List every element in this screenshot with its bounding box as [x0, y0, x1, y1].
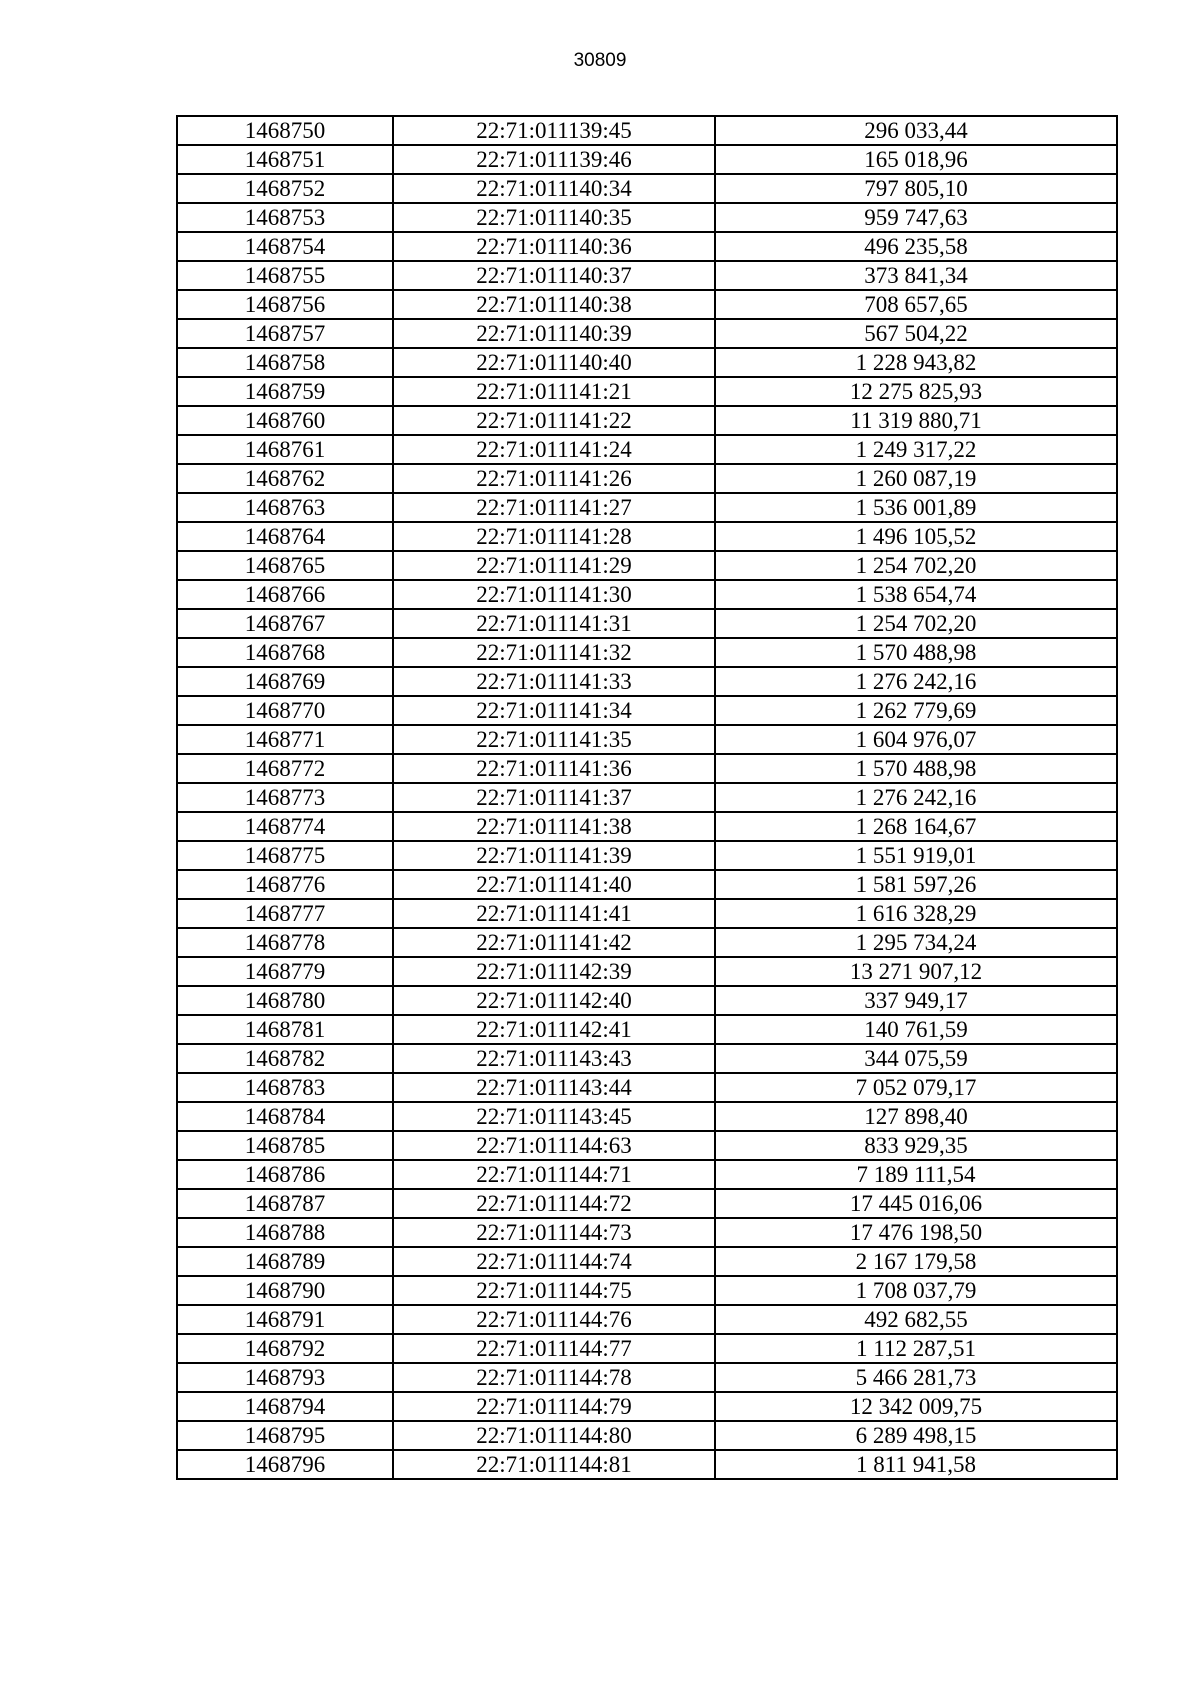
record-number-cell: 1468764 — [177, 522, 393, 551]
table-row — [177, 464, 1117, 493]
record-number-cell: 1468757 — [177, 319, 393, 348]
table-row — [177, 1392, 1117, 1421]
value-cell: 7 189 111,54 — [715, 1160, 1117, 1189]
cadastral-number-cell: 22:71:011143:43 — [393, 1044, 715, 1073]
value-cell: 11 319 880,71 — [715, 406, 1117, 435]
cadastral-number-cell: 22:71:011143:45 — [393, 1102, 715, 1131]
value-cell: 7 052 079,17 — [715, 1073, 1117, 1102]
value-cell: 296 033,44 — [715, 116, 1117, 145]
table-row — [177, 957, 1117, 986]
table-row — [177, 1015, 1117, 1044]
record-number-cell: 1468762 — [177, 464, 393, 493]
table-row — [177, 986, 1117, 1015]
cadastral-number-cell: 22:71:011141:42 — [393, 928, 715, 957]
table-body — [177, 116, 1117, 1479]
record-number-cell: 1468755 — [177, 261, 393, 290]
table-row — [177, 522, 1117, 551]
value-cell: 1 112 287,51 — [715, 1334, 1117, 1363]
cadastral-number-cell: 22:71:011141:36 — [393, 754, 715, 783]
record-number-cell: 1468795 — [177, 1421, 393, 1450]
cadastral-number-cell: 22:71:011141:37 — [393, 783, 715, 812]
cadastral-number-cell: 22:71:011141:40 — [393, 870, 715, 899]
value-cell: 344 075,59 — [715, 1044, 1117, 1073]
record-number-cell: 1468777 — [177, 899, 393, 928]
table-row — [177, 841, 1117, 870]
cadastral-number-cell: 22:71:011141:30 — [393, 580, 715, 609]
value-cell: 1 708 037,79 — [715, 1276, 1117, 1305]
table-row — [177, 1276, 1117, 1305]
cadastral-number-cell: 22:71:011144:78 — [393, 1363, 715, 1392]
value-cell: 1 249 317,22 — [715, 435, 1117, 464]
cadastral-number-cell: 22:71:011142:39 — [393, 957, 715, 986]
value-cell: 833 929,35 — [715, 1131, 1117, 1160]
record-number-cell: 1468794 — [177, 1392, 393, 1421]
value-cell: 1 551 919,01 — [715, 841, 1117, 870]
value-cell: 2 167 179,58 — [715, 1247, 1117, 1276]
record-number-cell: 1468771 — [177, 725, 393, 754]
record-number-cell: 1468769 — [177, 667, 393, 696]
data-table — [176, 115, 1118, 1480]
value-cell: 1 276 242,16 — [715, 667, 1117, 696]
cadastral-number-cell: 22:71:011140:36 — [393, 232, 715, 261]
cadastral-number-cell: 22:71:011141:22 — [393, 406, 715, 435]
cadastral-number-cell: 22:71:011141:41 — [393, 899, 715, 928]
record-number-cell: 1468767 — [177, 609, 393, 638]
cadastral-number-cell: 22:71:011144:77 — [393, 1334, 715, 1363]
table-row — [177, 232, 1117, 261]
cadastral-number-cell: 22:71:011141:26 — [393, 464, 715, 493]
cadastral-number-cell: 22:71:011144:80 — [393, 1421, 715, 1450]
record-number-cell: 1468753 — [177, 203, 393, 232]
value-cell: 567 504,22 — [715, 319, 1117, 348]
value-cell: 1 254 702,20 — [715, 551, 1117, 580]
record-number-cell: 1468761 — [177, 435, 393, 464]
value-cell: 1 295 734,24 — [715, 928, 1117, 957]
table-row — [177, 174, 1117, 203]
cadastral-number-cell: 22:71:011144:81 — [393, 1450, 715, 1479]
cadastral-number-cell: 22:71:011142:41 — [393, 1015, 715, 1044]
table-row — [177, 580, 1117, 609]
page-number: 30809 — [573, 50, 627, 71]
cadastral-number-cell: 22:71:011141:39 — [393, 841, 715, 870]
record-number-cell: 1468785 — [177, 1131, 393, 1160]
value-cell: 1 538 654,74 — [715, 580, 1117, 609]
record-number-cell: 1468787 — [177, 1189, 393, 1218]
cadastral-number-cell: 22:71:011141:35 — [393, 725, 715, 754]
table-row — [177, 696, 1117, 725]
record-number-cell: 1468756 — [177, 290, 393, 319]
record-number-cell: 1468783 — [177, 1073, 393, 1102]
value-cell: 165 018,96 — [715, 145, 1117, 174]
value-cell: 1 254 702,20 — [715, 609, 1117, 638]
table-row — [177, 348, 1117, 377]
cadastral-number-cell: 22:71:011140:40 — [393, 348, 715, 377]
table-row — [177, 1160, 1117, 1189]
table-row — [177, 1189, 1117, 1218]
value-cell: 959 747,63 — [715, 203, 1117, 232]
record-number-cell: 1468782 — [177, 1044, 393, 1073]
table-row — [177, 145, 1117, 174]
record-number-cell: 1468778 — [177, 928, 393, 957]
table-row — [177, 1305, 1117, 1334]
cadastral-number-cell: 22:71:011140:38 — [393, 290, 715, 319]
cadastral-number-cell: 22:71:011144:72 — [393, 1189, 715, 1218]
value-cell: 1 268 164,67 — [715, 812, 1117, 841]
value-cell: 13 271 907,12 — [715, 957, 1117, 986]
table-row — [177, 1334, 1117, 1363]
table-row — [177, 899, 1117, 928]
cadastral-number-cell: 22:71:011141:28 — [393, 522, 715, 551]
record-number-cell: 1468779 — [177, 957, 393, 986]
value-cell: 1 496 105,52 — [715, 522, 1117, 551]
table-row — [177, 1421, 1117, 1450]
table-row — [177, 1363, 1117, 1392]
table-row — [177, 435, 1117, 464]
record-number-cell: 1468784 — [177, 1102, 393, 1131]
cadastral-number-cell: 22:71:011144:79 — [393, 1392, 715, 1421]
record-number-cell: 1468786 — [177, 1160, 393, 1189]
value-cell: 1 276 242,16 — [715, 783, 1117, 812]
record-number-cell: 1468751 — [177, 145, 393, 174]
table-row — [177, 406, 1117, 435]
cadastral-number-cell: 22:71:011144:74 — [393, 1247, 715, 1276]
cadastral-number-cell: 22:71:011144:71 — [393, 1160, 715, 1189]
table-row — [177, 1102, 1117, 1131]
record-number-cell: 1468770 — [177, 696, 393, 725]
table-row — [177, 638, 1117, 667]
value-cell: 708 657,65 — [715, 290, 1117, 319]
value-cell: 1 570 488,98 — [715, 754, 1117, 783]
record-number-cell: 1468790 — [177, 1276, 393, 1305]
table-row — [177, 203, 1117, 232]
cadastral-number-cell: 22:71:011144:75 — [393, 1276, 715, 1305]
record-number-cell: 1468789 — [177, 1247, 393, 1276]
record-number-cell: 1468791 — [177, 1305, 393, 1334]
cadastral-number-cell: 22:71:011141:27 — [393, 493, 715, 522]
table-row — [177, 1131, 1117, 1160]
table-row — [177, 812, 1117, 841]
value-cell: 373 841,34 — [715, 261, 1117, 290]
value-cell: 127 898,40 — [715, 1102, 1117, 1131]
record-number-cell: 1468752 — [177, 174, 393, 203]
cadastral-number-cell: 22:71:011144:73 — [393, 1218, 715, 1247]
record-number-cell: 1468750 — [177, 116, 393, 145]
table-row — [177, 493, 1117, 522]
record-number-cell: 1468781 — [177, 1015, 393, 1044]
table-row — [177, 116, 1117, 145]
value-cell: 1 536 001,89 — [715, 493, 1117, 522]
cadastral-number-cell: 22:71:011141:31 — [393, 609, 715, 638]
record-number-cell: 1468765 — [177, 551, 393, 580]
record-number-cell: 1468763 — [177, 493, 393, 522]
record-number-cell: 1468788 — [177, 1218, 393, 1247]
table-row — [177, 609, 1117, 638]
table-row — [177, 928, 1117, 957]
cadastral-number-cell: 22:71:011140:34 — [393, 174, 715, 203]
value-cell: 337 949,17 — [715, 986, 1117, 1015]
value-cell: 140 761,59 — [715, 1015, 1117, 1044]
cadastral-number-cell: 22:71:011140:37 — [393, 261, 715, 290]
cadastral-number-cell: 22:71:011139:45 — [393, 116, 715, 145]
value-cell: 1 260 087,19 — [715, 464, 1117, 493]
cadastral-number-cell: 22:71:011142:40 — [393, 986, 715, 1015]
table-row — [177, 667, 1117, 696]
table-row — [177, 1073, 1117, 1102]
value-cell: 17 476 198,50 — [715, 1218, 1117, 1247]
value-cell: 6 289 498,15 — [715, 1421, 1117, 1450]
record-number-cell: 1468780 — [177, 986, 393, 1015]
cadastral-number-cell: 22:71:011141:33 — [393, 667, 715, 696]
table-row — [177, 1218, 1117, 1247]
record-number-cell: 1468796 — [177, 1450, 393, 1479]
value-cell: 797 805,10 — [715, 174, 1117, 203]
cadastral-number-cell: 22:71:011143:44 — [393, 1073, 715, 1102]
cadastral-number-cell: 22:71:011141:32 — [393, 638, 715, 667]
cadastral-number-cell: 22:71:011144:76 — [393, 1305, 715, 1334]
table-row — [177, 1044, 1117, 1073]
cadastral-number-cell: 22:71:011144:63 — [393, 1131, 715, 1160]
cadastral-number-cell: 22:71:011140:39 — [393, 319, 715, 348]
cadastral-number-cell: 22:71:011141:21 — [393, 377, 715, 406]
value-cell: 1 604 976,07 — [715, 725, 1117, 754]
table-row — [177, 261, 1117, 290]
value-cell: 12 342 009,75 — [715, 1392, 1117, 1421]
value-cell: 5 466 281,73 — [715, 1363, 1117, 1392]
record-number-cell: 1468758 — [177, 348, 393, 377]
cadastral-number-cell: 22:71:011140:35 — [393, 203, 715, 232]
table-row — [177, 1450, 1117, 1479]
value-cell: 496 235,58 — [715, 232, 1117, 261]
value-cell: 1 616 328,29 — [715, 899, 1117, 928]
value-cell: 17 445 016,06 — [715, 1189, 1117, 1218]
table-row — [177, 377, 1117, 406]
value-cell: 1 570 488,98 — [715, 638, 1117, 667]
value-cell: 12 275 825,93 — [715, 377, 1117, 406]
record-number-cell: 1468792 — [177, 1334, 393, 1363]
table-row — [177, 783, 1117, 812]
cadastral-number-cell: 22:71:011141:24 — [393, 435, 715, 464]
record-number-cell: 1468775 — [177, 841, 393, 870]
cadastral-number-cell: 22:71:011141:34 — [393, 696, 715, 725]
record-number-cell: 1468760 — [177, 406, 393, 435]
record-number-cell: 1468773 — [177, 783, 393, 812]
table-row — [177, 870, 1117, 899]
cadastral-number-cell: 22:71:011141:29 — [393, 551, 715, 580]
table-row — [177, 319, 1117, 348]
table-row — [177, 551, 1117, 580]
value-cell: 1 228 943,82 — [715, 348, 1117, 377]
table-row — [177, 754, 1117, 783]
table-row — [177, 290, 1117, 319]
cadastral-number-cell: 22:71:011139:46 — [393, 145, 715, 174]
record-number-cell: 1468759 — [177, 377, 393, 406]
value-cell: 492 682,55 — [715, 1305, 1117, 1334]
table-row — [177, 1247, 1117, 1276]
cadastral-number-cell: 22:71:011141:38 — [393, 812, 715, 841]
value-cell: 1 811 941,58 — [715, 1450, 1117, 1479]
record-number-cell: 1468754 — [177, 232, 393, 261]
record-number-cell: 1468776 — [177, 870, 393, 899]
record-number-cell: 1468766 — [177, 580, 393, 609]
value-cell: 1 262 779,69 — [715, 696, 1117, 725]
value-cell: 1 581 597,26 — [715, 870, 1117, 899]
record-number-cell: 1468768 — [177, 638, 393, 667]
record-number-cell: 1468772 — [177, 754, 393, 783]
table-row — [177, 725, 1117, 754]
record-number-cell: 1468793 — [177, 1363, 393, 1392]
record-number-cell: 1468774 — [177, 812, 393, 841]
